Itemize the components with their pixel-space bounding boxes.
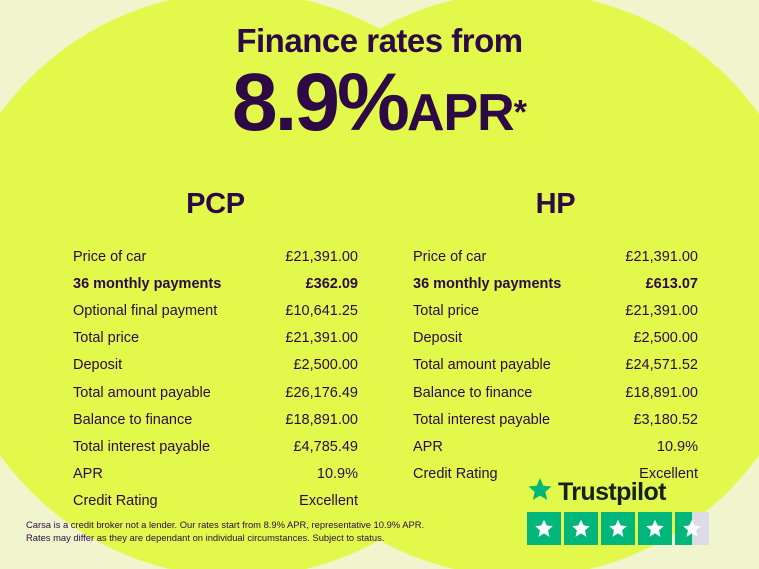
row-label: 36 monthly payments [413,275,562,292]
row-label: Total amount payable [413,357,551,374]
row-label: Deposit [413,330,463,347]
row-value: £24,571.52 [625,357,698,374]
row-label: Total interest payable [413,411,551,428]
row-value: £18,891.00 [285,411,358,428]
hp-column-title: HP [535,188,576,220]
row-value: £3,180.52 [633,411,698,428]
row-label: Price of car [73,248,147,265]
apr-unit-label: APR [406,84,514,142]
row-value: £21,391.00 [625,248,698,265]
trustpilot-rating-stars [527,512,737,545]
row-label: Total interest payable [73,438,211,455]
row-value: £26,176.49 [285,384,358,401]
pcp-column [73,188,358,515]
table-row [73,461,358,488]
row-label: Total amount payable [73,384,211,401]
table-row [73,352,358,379]
row-value: Excellent [299,493,358,510]
row-label: Price of car [413,248,487,265]
trustpilot-wordmark: Trustpilot [558,477,666,506]
row-label: Balance to finance [413,384,533,401]
row-value: 10.9% [656,438,698,455]
row-label: Credit Rating [73,493,158,510]
row-value: £21,391.00 [285,248,358,265]
table-row [413,270,698,297]
row-value: £18,891.00 [625,384,698,401]
row-label: Optional final payment [73,302,218,319]
row-value: 10.9% [316,466,358,483]
apr-headline [0,57,759,148]
table-row [413,297,698,324]
apr-rate-value: 8.9% [232,57,407,148]
row-label: Deposit [73,357,123,374]
table-row [73,297,358,324]
table-row [413,352,698,379]
star-icon [638,512,672,545]
row-label: Credit Rating [413,466,498,483]
table-row [73,270,358,297]
star-icon [564,512,598,545]
row-value: £2,500.00 [293,357,358,374]
page-title: Finance rates from [236,22,523,59]
row-label: APR [73,466,103,483]
trustpilot-star-icon [527,477,553,507]
row-value: £613.07 [645,275,698,292]
table-row [73,488,358,515]
row-label: Total price [73,330,140,347]
row-value: £4,785.49 [293,438,358,455]
table-row [413,379,698,406]
table-row [413,325,698,352]
table-row [73,243,358,270]
table-row [73,379,358,406]
trustpilot-header [527,477,737,507]
row-label: Total price [413,302,480,319]
disclaimer-line-2: Rates may differ as they are dependant on individual circumstances. Subject to status. [26,532,385,544]
asterisk-mark: * [513,93,527,132]
star-icon [527,512,561,545]
row-value: £362.09 [305,275,358,292]
row-value: £2,500.00 [633,330,698,347]
table-row [73,433,358,460]
row-value: £21,391.00 [285,330,358,347]
table-row [413,433,698,460]
half-star-icon [675,512,709,545]
star-icon [601,512,635,545]
table-row [73,406,358,433]
disclaimer-text [26,518,456,545]
disclaimer-line-1: Carsa is a credit broker not a lender. Our rates start from 8.9% APR, representative 10.9% APR. [26,518,425,530]
row-label: Balance to finance [73,411,193,428]
table-row [413,243,698,270]
row-value: Excellent [639,466,698,483]
hp-column [413,188,698,488]
row-value: £10,641.25 [285,302,358,319]
table-row [73,325,358,352]
trustpilot-badge [527,477,737,545]
row-value: £21,391.00 [625,302,698,319]
row-label: APR [413,438,443,455]
row-label: 36 monthly payments [73,275,222,292]
pcp-column-title: PCP [186,188,245,220]
table-row [413,406,698,433]
